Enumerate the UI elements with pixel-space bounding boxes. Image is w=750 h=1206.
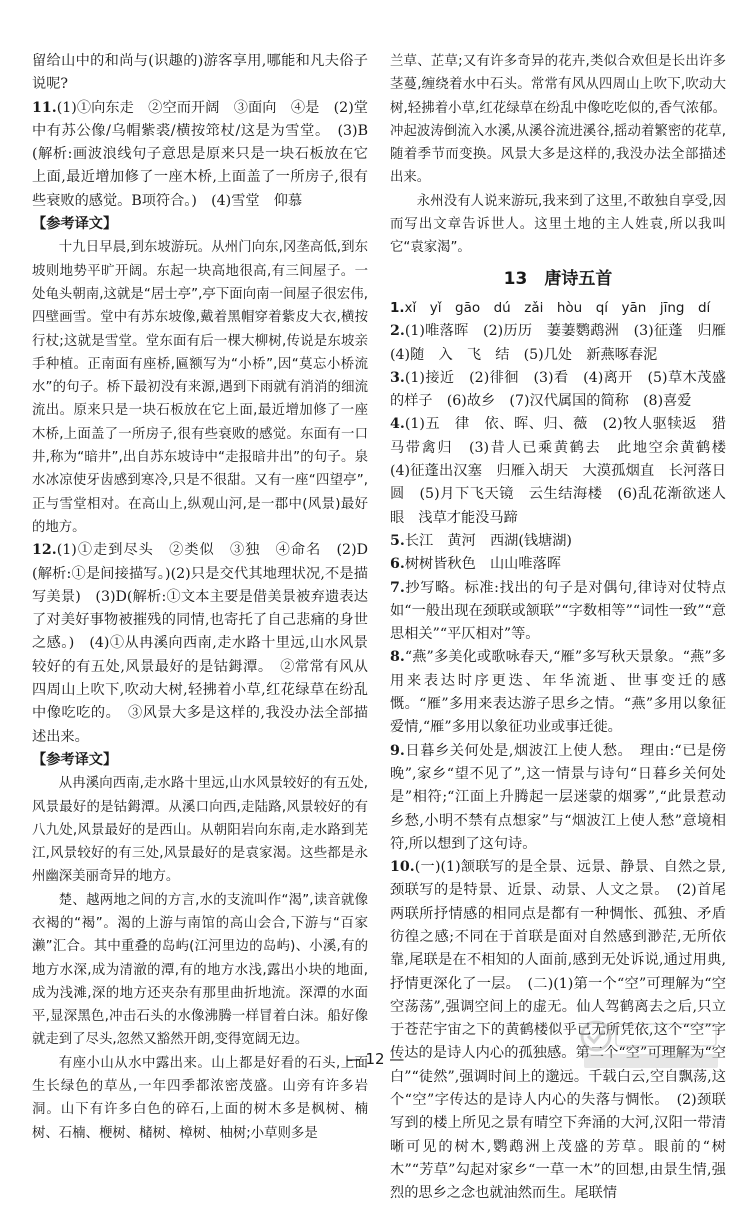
- answer-text: xǐ yǐ gāo dú zǎi hòu qí yān jīng dí: [404, 299, 711, 316]
- translation-12-p3: 有座小山从水中露出来。山上都是好看的石头,上面生长绿色的草丛,一年四季都浓密茂盛。山旁有许多岩洞。山下有许多白色的碎石,上面的树木多是枫树、楠树、石楠、楩树、槠树、樟树、柚树;小草则多是: [32, 1055, 368, 1141]
- question-number: 7.: [390, 579, 405, 596]
- answer-text: 日暮乡关何处是,烟波江上使人愁。 理由:“已是傍晚”,家乡“望不见了”,这一情景与诗句“日暮乡关何处是”相符;“江面上升腾起一层迷蒙的烟雾”,“此景惹动乡愁,小明不禁有点想家”与“烟波江上使人愁”意境相符,所以想到了这句诗。: [390, 742, 726, 852]
- question-number: 8.: [390, 649, 405, 666]
- translation-12-continued: 兰草、芷草;又有许多奇异的花卉,类似合欢但是长出许多茎蔓,缠绕着水中石头。常常有风从四周山上吹下,吹动大树,轻拂着小草,红花绿草在纷乱中像吃吃似的,香气浓郁。冲起波涛倒流入水溪,从溪谷流进溪谷,摇动着繁密的花草,随着季节而变换。风景大多是这样的,我没办法全部描述出来。: [390, 54, 726, 186]
- answer-text: (一)(1)颔联写的是全景、远景、静景、自然之景,颈联写的是特景、近景、动景、人文之景。 (2)首尾两联所抒情感的相同点是都有一种惆怅、孤独、矛盾彷徨之感;不同在于首联是面对自然感到渺茫,无所依靠,尾联是在不相知的人面前,感到无处诉说,通过用典,抒情更深化了一层。 (二)(1)第一个“空”可理解为“空空荡荡”,强调空间上的虚无。仙人驾鹤离去之后,只立于苍茫宇宙之下的黄鹤楼似乎已无所凭依,这个“空”字传达的是诗人内心的孤独感。第二个“空”可理解为“空白”“徒然”,强调时间上的邈远。千载白云,空自飘荡,这个“空”字传达的是诗人内心的失落与惆怅。 (2)颈联写到的楼上所见之景有晴空下奔涌的大河,汉阳一带清晰可见的树木,鹦鹉洲上茂盛的芳草。眼前的“树木”“芳草”勾起对家乡“一草一木”的回想,由景生情,强烈的思乡之念也就油然而生。尾联情: [390, 859, 726, 1202]
- question-12: [32, 539, 368, 749]
- question-number: 1.: [390, 299, 405, 316]
- translation-12-final: 永州没有人说来游玩,我来到了这里,不敢独自享受,因而写出文章告诉世人。这里土地的主人姓袁,所以我叫它“袁家渴”。: [390, 193, 726, 256]
- answer-item: [390, 367, 726, 414]
- intro-paragraph: 留给山中的和尚与(识趣的)游客享用,哪能和凡夫俗子说呢?: [32, 53, 368, 93]
- answer-text: (1)五 律 依、晖、归、薇 (2)牧人驱犊返 猎马带禽归 (3)昔人已乘黄鹤去 此地空余黄鹤楼 (4)征蓬出汉塞 归雁入胡天 大漠孤烟直 长河落日圆 (5)月下飞天镜 云生结海楼 (6)乱花渐欲迷人眼 浅草才能没马蹄: [390, 416, 741, 526]
- question-number: 4.: [390, 416, 405, 433]
- answer-item: [390, 530, 726, 553]
- answer-text: 抄写略。标准:找出的句子是对偶句,律诗对仗特点如“一般出现在颈联或颔联”“字数相等”“词性一致”“意思相关”“平仄相对”等。: [390, 579, 726, 643]
- translation-12-p1: 从冉溪向西南,走水路十里远,山水风景较好的有五处,风景最好的是钴鉧潭。从溪口向西,走陆路,风景较好的有八九处,风景最好的是西山。从朝阳岩向东南,走水路到芜江,风景较好的有三处,风景最好的是袁家渴。这些都是永州幽深美丽奇异的地方。: [32, 776, 368, 885]
- left-column: [32, 50, 368, 1145]
- answer-item: [390, 297, 726, 320]
- question-number: 5.: [390, 532, 405, 549]
- answer-text: 树树皆秋色 山山唯落晖: [404, 556, 561, 573]
- answer-item: [390, 740, 726, 856]
- answer-item: [390, 320, 741, 367]
- section-title: 13 唐诗五首: [503, 268, 613, 289]
- question-number: 2.: [390, 323, 405, 340]
- answer-item: [390, 413, 741, 529]
- answer-text: “燕”多美化或歌咏春天,“雁”多写秋天景象。“燕”多用来表达时序更迭、年华流逝、世事变迁的感慨。“雁”多用来表达游子思乡之情。“燕”多用以象征爱情,“雁”多用以象征功业或事迁徙。: [390, 649, 726, 736]
- answer-item: [390, 577, 726, 647]
- answer-text: (1)接近 (2)徘徊 (3)看 (4)离开 (5)草木茂盛的样子 (6)故乡 (7)汉代属国的简称 (8)喜爱: [390, 369, 726, 410]
- answer-text: (1)唯落晖 (2)历历 萋萋鹦鹉洲 (3)征蓬 归雁 (4)随 入 飞 结 (5)几处 新燕啄春泥: [390, 323, 741, 363]
- question-number: 6.: [390, 556, 405, 573]
- question-number: 9.: [390, 742, 405, 759]
- answer-item: [390, 553, 726, 576]
- question-11: [32, 97, 368, 213]
- translation-11: 十九日早晨,到东坡游玩。从州门向东,冈垄高低,到东坡则地势平旷开阔。东起一块高地很高,有三间屋子。一处龟头朝南,这就是“居士亭”,亭下面向南一间屋子很宏伟,四壁画雪。堂中有苏东坡像,戴着黑帽穿着紫皮大衣,横按行杖;这就是雪堂。堂东面有后一棵大柳树,传说是东坡亲手种植。正南面有座桥,匾额写为“小桥”,因“莫忘小桥流水”的句子。桥下最初没有来源,遇到下雨就有消消的细流流出。原来只是一块石板放在它上面,最近增加修了一座木桥,上面盖了一所房子,很有些衰败的感觉。东面有一口井,称为“暗井”,出自苏东坡诗中“走报暗井出”的句子。泉水冰凉使牙齿感到寒冷,只是不很甜。又有一座“四望亭”,正与雪堂相对。在高山上,纵观山河,是一郡中(风景)最好的地方。: [32, 240, 368, 535]
- question-number: 11.: [32, 99, 57, 116]
- reference-translation-label: 【参考译文】: [32, 751, 118, 768]
- reference-translation-label: 【参考译文】: [32, 216, 118, 233]
- question-11-answer: (1)①向东走 ②空而开阔 ③面向 ④是 (2)堂中有苏公像/乌帽紫裘/横按筇杖/这是为雪堂。 (3)B(解析:画波浪线句子意思是原来只是一块石板放在它上面,最近增加修了一座木桥,上面盖了一所房子,很有些衰败的感觉。B项符合。) (4)雪堂 仰慕: [32, 99, 368, 209]
- answer-text: 长江 黄河 西湖(钱塘湖): [404, 532, 572, 549]
- question-12-answer: (1)①走到尽头 ②类似 ③独 ④命名 (2)D(解析:①是间接描写。)(2)只是交代其地理状况,不是描写美景) (3)D(解析:①文本主要是借美景被弃遗表达了对美好事物被摧残的同情,也寄托了自己悲痛的身世之感。) (4)①从冉溪向西南,走水路十里远,山水风景较好的有五处,风景最好的是钴鉧潭。 ②常常有风从四周山上吹下,吹动大树,轻拂着小草,红花绿草在纷乱中像吃吃的。 ③风景大多是这样的,我没办法全部描述出来。: [32, 542, 368, 745]
- question-number: 3.: [390, 369, 405, 386]
- page-number: — 12 —: [345, 1050, 405, 1068]
- question-number: 12.: [32, 542, 57, 559]
- answer-item: [390, 646, 726, 739]
- question-number: 10.: [390, 859, 415, 876]
- watermark-logo: [576, 1014, 726, 1072]
- translation-12-p2: 楚、越两地之间的方言,水的支流叫作“渴”,读音就像衣褐的“褐”。渴的上游与南馆的高山会合,下游与“百家濑”汇合。其中重叠的岛屿(江河里边的岛屿)、小溪,有的地方水深,成为清澈的潭,有的地方水浅,露出小块的地面,成为浅滩,深的地方还夹杂有那里曲折地流。深潭的水面平,显深黑色,冲击石头的水像沸腾一样冒着白沫。船好像就走到了尽头,忽然又豁然开朗,变得宽阔无边。: [32, 892, 368, 1048]
